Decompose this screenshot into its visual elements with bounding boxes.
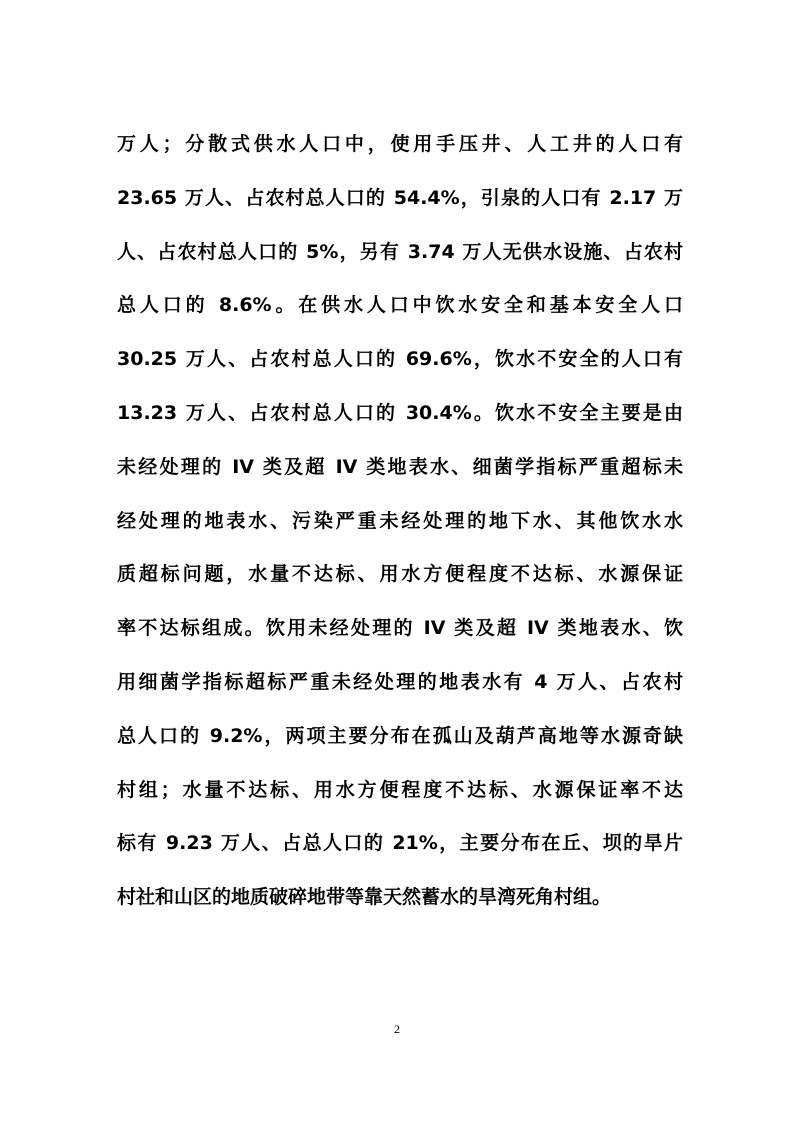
text-line: 标有 9.23 万人、占总人口的 21%，主要分布在丘、坝的旱片 (117, 832, 683, 855)
text-line: 万人；分散式供水人口中，使用手压井、人工井的人口有 (117, 133, 683, 155)
text-line: 总人口的 9.2%，两项主要分布在孤山及葫芦高地等水源奇缺 (117, 724, 683, 747)
page-number: 2 (394, 1022, 400, 1036)
text-line: 村组；水量不达标、用水方便程度不达标、水源保证率不达 (117, 778, 683, 801)
text-line: 13.23 万人、占农村总人口的 30.4%。饮水不安全主要是由 (117, 401, 683, 424)
text-line: 质超标问题，水量不达标、用水方便程度不达标、水源保证 (117, 563, 683, 586)
text-line: 总人口的 8.6%。在供水人口中饮水安全和基本安全人口 (117, 294, 683, 317)
text-line: 23.65 万人、占农村总人口的 54.4%，引泉的人口有 2.17 万 (117, 186, 683, 209)
text-line: 未经处理的 IV 类及超 IV 类地表水、细菌学指标严重超标未 (117, 455, 683, 478)
text-line: 率不达标组成。饮用未经处理的 IV 类及超 IV 类地表水、饮 (117, 617, 683, 640)
text-line: 村社和山区的地质破碎地带等靠天然蓄水的旱湾死角村组。 (117, 886, 612, 909)
text-line: 用细菌学指标超标严重未经处理的地表水有 4 万人、占农村 (117, 670, 683, 693)
text-line: 经处理的地表水、污染严重未经处理的地下水、其他饮水水 (117, 509, 683, 532)
body-paragraph (117, 118, 683, 925)
text-line: 30.25 万人、占农村总人口的 69.6%，饮水不安全的人口有 (117, 348, 683, 371)
text-line: 人、占农村总人口的 5%，另有 3.74 万人无供水设施、占农村 (117, 240, 683, 263)
